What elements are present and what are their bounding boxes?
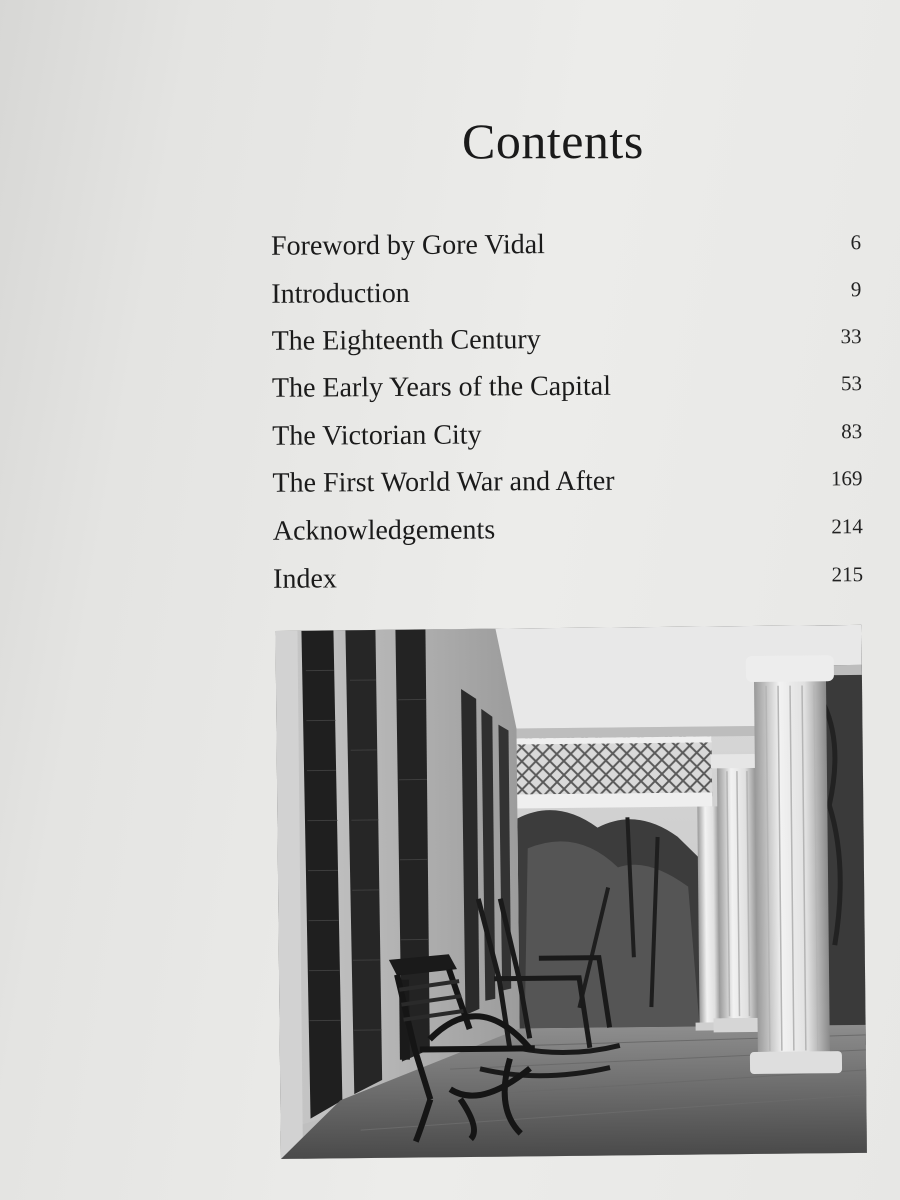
page-title: Contents [462,113,644,169]
toc-entry-title: The Victorian City [272,419,482,452]
toc-entry-title: Foreword by Gore Vidal [270,229,546,262]
toc-entry-page: 214 [831,514,863,539]
toc-entry-page: 53 [840,371,862,396]
toc-entry [271,227,861,271]
toc-entry-page: 169 [830,466,863,491]
toc-entry [272,322,862,366]
toc-entry [272,417,862,461]
toc-entry-title: Introduction [271,277,410,310]
toc-entry-page: 6 [850,230,862,255]
toc-entry [273,560,863,604]
toc-entry-title: The Early Years of the Capital [271,370,612,404]
toc-entry-page: 9 [850,277,862,302]
toc-entry [272,464,862,508]
toc-entry-page: 215 [831,562,864,587]
toc-entry-title: The Eighteenth Century [271,324,541,357]
toc-entry-title: Index [272,563,337,595]
toc-entry-title: Acknowledgements [272,514,496,547]
toc-entry-page: 83 [841,419,863,444]
toc-entry [272,369,862,413]
toc-entry [273,512,863,556]
toc-entry [271,275,861,319]
toc-entry-title: The First World War and After [272,465,615,499]
porch-photograph [275,625,866,1159]
toc-entry-page: 33 [840,324,862,349]
